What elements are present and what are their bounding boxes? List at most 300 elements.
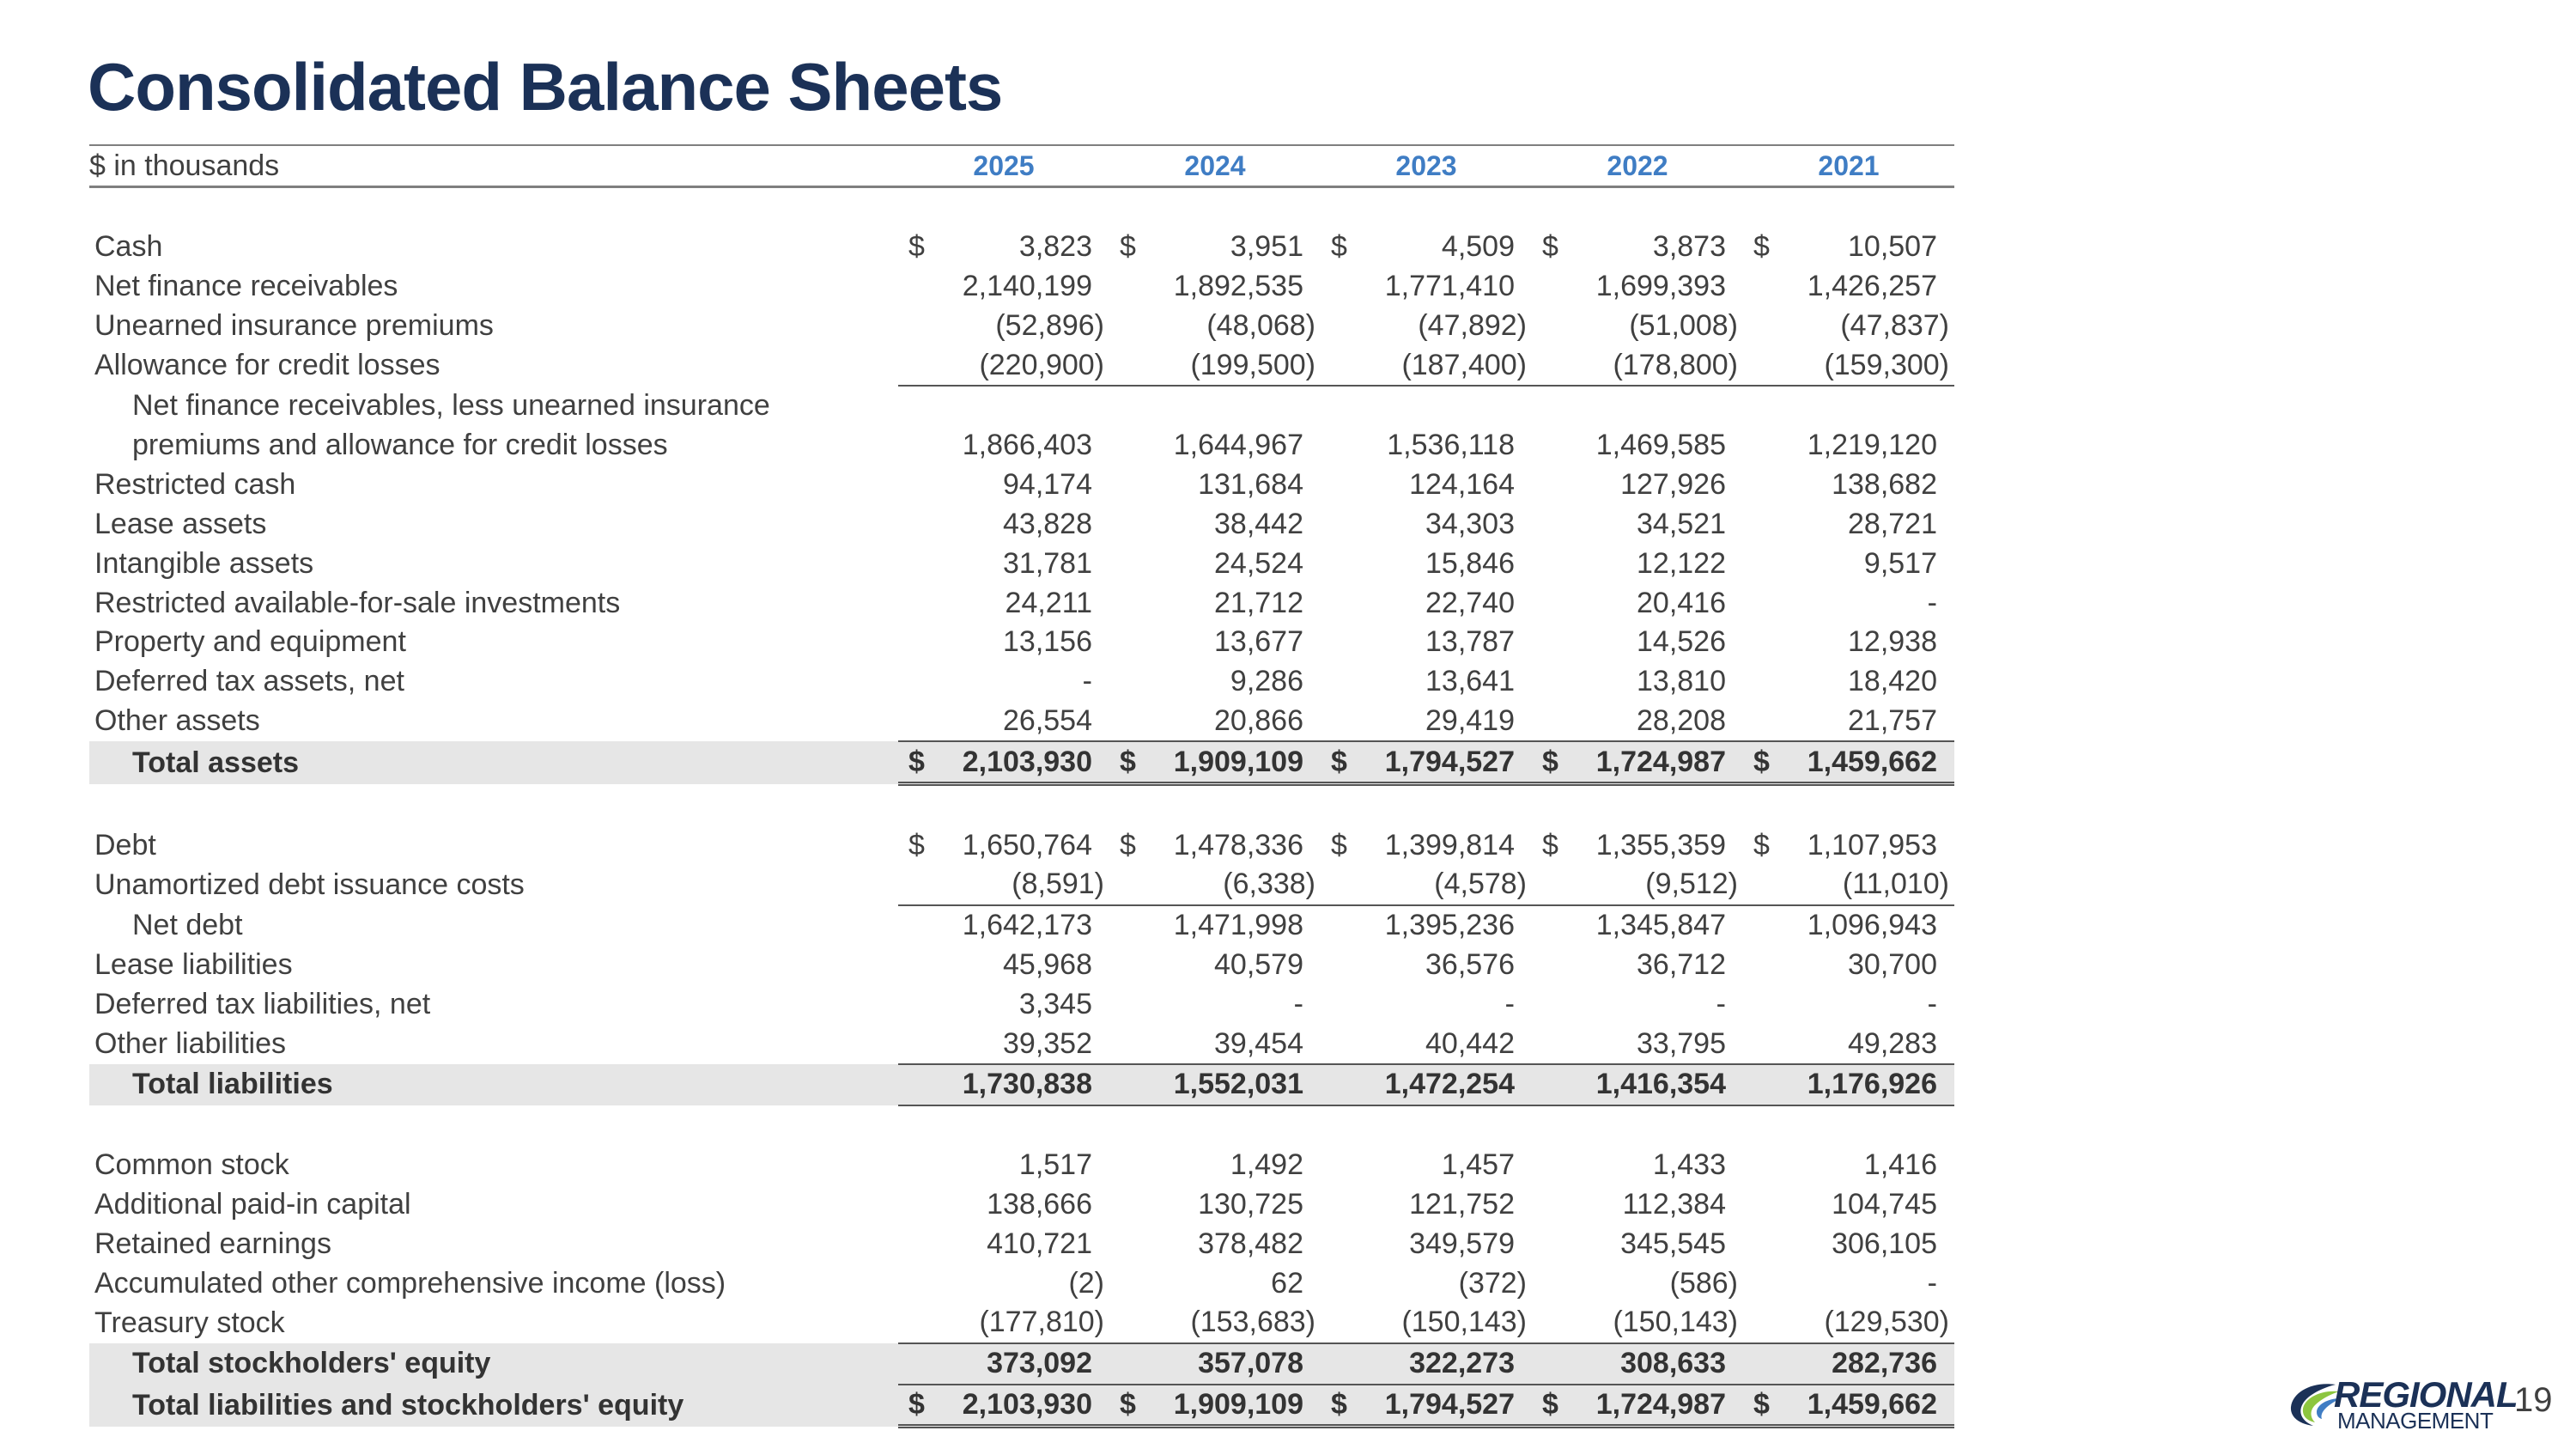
- dollar-sign: [1321, 1064, 1362, 1105]
- cell-value: 1,399,814: [1384, 828, 1515, 861]
- dollar-sign: [898, 345, 939, 386]
- cell-value: 1,457: [1441, 1148, 1515, 1182]
- table-row: [89, 623, 1954, 662]
- cell-value: 21,757: [1784, 702, 1954, 742]
- table-row-label-only: [89, 386, 1954, 426]
- dollar-sign: [1109, 505, 1151, 545]
- dollar-sign: [898, 905, 939, 946]
- dollar-sign: [1321, 1263, 1362, 1303]
- row-label: Total liabilities: [89, 1064, 898, 1105]
- dollar-sign: [1321, 623, 1362, 662]
- cell-value: 30,700: [1848, 947, 1937, 981]
- cell-value: (372): [1458, 1266, 1527, 1300]
- cell-value: 1,096,943: [1807, 909, 1937, 942]
- table-row: [89, 702, 1954, 742]
- cell-value: 13,641: [1425, 665, 1515, 698]
- year-header: 2025: [898, 145, 1109, 187]
- table-row: [89, 1024, 1954, 1064]
- dollar-sign: [1532, 466, 1573, 505]
- row-label: Other assets: [94, 704, 260, 738]
- cell-value: 1,176,926: [1784, 1064, 1954, 1105]
- year-header: 2024: [1109, 145, 1321, 187]
- cell-value: 1,771,410: [1384, 270, 1515, 303]
- dollar-sign: [1743, 905, 1784, 946]
- dollar-sign: [1743, 1146, 1784, 1185]
- dollar-sign: [898, 1303, 939, 1343]
- cell-value: 9,517: [1863, 546, 1937, 580]
- dollar-sign: $: [1542, 828, 1558, 861]
- row-label: Restricted cash: [94, 468, 296, 502]
- cell-value: (47,837): [1840, 308, 1949, 342]
- cell-value: 357,078: [1151, 1343, 1321, 1385]
- dollar-sign: $: [1753, 230, 1770, 264]
- table-row: [89, 426, 1954, 466]
- cell-value: 1,471,998: [1173, 909, 1303, 942]
- dollar-sign: [898, 466, 939, 505]
- dollar-sign: [1109, 466, 1151, 505]
- dollar-sign: [1532, 623, 1573, 662]
- table-row: [89, 345, 1954, 386]
- cell-value: (178,800): [1573, 345, 1743, 386]
- dollar-sign: [898, 1024, 939, 1064]
- dollar-sign: [1532, 1303, 1573, 1343]
- balance-sheet-table: [89, 144, 1954, 1428]
- cell-value: 1,730,838: [939, 1064, 1109, 1105]
- dollar-sign: [1109, 1303, 1151, 1343]
- cell-value: -: [1716, 987, 1726, 1020]
- cell-value: 20,866: [1151, 702, 1321, 742]
- dollar-sign: [1109, 1146, 1151, 1185]
- row-label: Debt: [94, 828, 156, 861]
- dollar-sign: [1743, 865, 1784, 905]
- cell-value: 24,524: [1214, 546, 1303, 580]
- dollar-sign: [1532, 583, 1573, 623]
- cell-value: 13,677: [1214, 625, 1303, 659]
- cell-value: 40,579: [1214, 947, 1303, 981]
- cell-value: 36,712: [1637, 947, 1726, 981]
- dollar-sign: [898, 946, 939, 985]
- dollar-sign: [1743, 583, 1784, 623]
- cell-value: (150,143): [1573, 1303, 1743, 1343]
- cell-value: 131,684: [1198, 468, 1303, 502]
- dollar-sign: [1743, 1343, 1784, 1385]
- dollar-sign: [1109, 946, 1151, 985]
- cell-value: 9,286: [1230, 665, 1303, 698]
- total-row: [89, 1343, 1954, 1385]
- row-label: Total assets: [89, 741, 898, 783]
- cell-value: 1,426,257: [1807, 270, 1937, 303]
- cell-value: (11,010): [1784, 865, 1954, 905]
- table-row: [89, 267, 1954, 307]
- row-label: Accumulated other comprehensive income (loss): [94, 1266, 726, 1300]
- cell-value: 1,478,336: [1173, 828, 1303, 861]
- cell-value: 1,909,109: [1151, 741, 1321, 783]
- dollar-sign: [898, 623, 939, 662]
- table-row: [89, 984, 1954, 1024]
- cell-value: 34,521: [1637, 507, 1726, 540]
- cell-value: 21,712: [1214, 586, 1303, 619]
- row-label: Deferred tax assets, net: [94, 665, 404, 698]
- table-header-row: [89, 145, 1954, 187]
- dollar-sign: [1532, 1064, 1573, 1105]
- total-row: [89, 1064, 1954, 1105]
- cell-value: 282,736: [1784, 1343, 1954, 1385]
- cell-value: 24,211: [1005, 586, 1092, 619]
- dollar-sign: [1109, 702, 1151, 742]
- dollar-sign: [1109, 905, 1151, 946]
- dollar-sign: [1532, 505, 1573, 545]
- dollar-sign: [1743, 946, 1784, 985]
- cell-value: 124,164: [1409, 468, 1515, 502]
- company-logo: [2287, 1374, 2519, 1434]
- dollar-sign: $: [1321, 1385, 1362, 1427]
- table-row: [89, 307, 1954, 346]
- dollar-sign: [898, 1064, 939, 1105]
- cell-value: 40,442: [1362, 1024, 1532, 1064]
- dollar-sign: [1321, 702, 1362, 742]
- cell-value: 43,828: [1003, 507, 1092, 540]
- dollar-sign: [1321, 1303, 1362, 1343]
- total-row: [89, 1385, 1954, 1427]
- dollar-sign: $: [1120, 230, 1136, 264]
- table-row: [89, 825, 1954, 865]
- cell-value: 12,938: [1848, 625, 1937, 659]
- dollar-sign: [1109, 426, 1151, 466]
- year-header: 2022: [1532, 145, 1743, 187]
- row-label: Retained earnings: [94, 1227, 331, 1260]
- cell-value: 1,416,354: [1573, 1064, 1743, 1105]
- cell-value: 322,273: [1362, 1343, 1532, 1385]
- table-row: [89, 505, 1954, 545]
- dollar-sign: [1743, 1064, 1784, 1105]
- cell-value: (177,810): [939, 1303, 1109, 1343]
- dollar-sign: [1743, 505, 1784, 545]
- dollar-sign: $: [908, 230, 925, 264]
- table-row: [89, 583, 1954, 623]
- cell-value: (2): [1068, 1266, 1104, 1300]
- cell-value: 1,355,359: [1595, 828, 1726, 861]
- dollar-sign: [1532, 1185, 1573, 1225]
- row-label: Cash: [94, 230, 163, 264]
- dollar-sign: [898, 702, 939, 742]
- table-row: [89, 1185, 1954, 1225]
- dollar-sign: [1743, 1263, 1784, 1303]
- row-label: Additional paid-in capital: [94, 1187, 411, 1221]
- dollar-sign: [1321, 267, 1362, 307]
- cell-value: (48,068): [1206, 308, 1315, 342]
- dollar-sign: [1532, 946, 1573, 985]
- cell-value: 20,416: [1637, 586, 1726, 619]
- cell-value: 1,866,403: [962, 429, 1092, 462]
- cell-value: (150,143): [1362, 1303, 1532, 1343]
- table-row: [89, 1146, 1954, 1185]
- cell-value: 306,105: [1832, 1227, 1937, 1260]
- cell-value: 33,795: [1573, 1024, 1743, 1064]
- cell-value: (129,530): [1784, 1303, 1954, 1343]
- cell-value: 13,787: [1425, 625, 1515, 659]
- cell-value: 14,526: [1637, 625, 1726, 659]
- cell-value: 1,536,118: [1387, 429, 1515, 462]
- logo-text-line2: MANAGEMENT: [2337, 1408, 2494, 1434]
- cell-value: 104,745: [1832, 1187, 1937, 1221]
- cell-value: 31,781: [1003, 546, 1092, 580]
- dollar-sign: [1109, 1224, 1151, 1263]
- dollar-sign: [1109, 544, 1151, 583]
- dollar-sign: [1532, 1263, 1573, 1303]
- table-row: [89, 1263, 1954, 1303]
- dollar-sign: [1109, 267, 1151, 307]
- dollar-sign: [1532, 905, 1573, 946]
- dollar-sign: [1321, 505, 1362, 545]
- cell-value: 15,846: [1425, 546, 1515, 580]
- dollar-sign: $: [908, 828, 925, 861]
- dollar-sign: [1743, 1185, 1784, 1225]
- dollar-sign: [1109, 1064, 1151, 1105]
- cell-value: 1,724,987: [1573, 741, 1743, 783]
- cell-value: 410,721: [987, 1227, 1092, 1260]
- cell-value: 29,419: [1362, 702, 1532, 742]
- page-number: 19: [2514, 1381, 2553, 1419]
- dollar-sign: [898, 505, 939, 545]
- dollar-sign: [1743, 984, 1784, 1024]
- dollar-sign: $: [1331, 230, 1347, 264]
- dollar-sign: [1743, 544, 1784, 583]
- row-label: Allowance for credit losses: [94, 349, 440, 382]
- cell-value: 10,507: [1848, 230, 1937, 264]
- table-row: [89, 946, 1954, 985]
- dollar-sign: [898, 984, 939, 1024]
- cell-value: 2,103,930: [939, 1385, 1109, 1427]
- dollar-sign: [1321, 865, 1362, 905]
- table-row: [89, 865, 1954, 905]
- dollar-sign: [898, 1224, 939, 1263]
- cell-value: 1,642,173: [962, 909, 1092, 942]
- cell-value: -: [1927, 586, 1937, 619]
- dollar-sign: [1532, 1146, 1573, 1185]
- cell-value: 3,873: [1652, 230, 1726, 264]
- row-label: Deferred tax liabilities, net: [94, 987, 431, 1020]
- cell-value: 26,554: [939, 702, 1109, 742]
- cell-value: 34,303: [1425, 507, 1515, 540]
- dollar-sign: [1109, 865, 1151, 905]
- row-label: Lease liabilities: [94, 947, 293, 981]
- dollar-sign: $: [1532, 741, 1573, 783]
- dollar-sign: [1532, 984, 1573, 1024]
- cell-value: 3,823: [1018, 230, 1092, 264]
- cell-value: (586): [1669, 1266, 1738, 1300]
- cell-value: 1,909,109: [1151, 1385, 1321, 1427]
- table-row: [89, 1224, 1954, 1263]
- cell-value: -: [1293, 987, 1303, 1020]
- cell-value: 121,752: [1409, 1187, 1515, 1221]
- cell-value: 1,416: [1863, 1148, 1937, 1182]
- cell-value: 12,122: [1637, 546, 1726, 580]
- row-label: Net debt: [132, 908, 243, 941]
- dollar-sign: [1532, 1343, 1573, 1385]
- cell-value: (159,300): [1784, 345, 1954, 386]
- dollar-sign: $: [1331, 828, 1347, 861]
- cell-value: 38,442: [1214, 507, 1303, 540]
- row-label: Unearned insurance premiums: [94, 308, 494, 342]
- cell-value: (4,578): [1362, 865, 1532, 905]
- dollar-sign: [1743, 466, 1784, 505]
- cell-value: 1,492: [1230, 1148, 1303, 1182]
- cell-value: 308,633: [1573, 1343, 1743, 1385]
- row-label: Total liabilities and stockholders' equity: [89, 1385, 898, 1427]
- cell-value: 4,509: [1441, 230, 1515, 264]
- dollar-sign: [1321, 544, 1362, 583]
- cell-value: 62: [1271, 1266, 1303, 1300]
- dollar-sign: [1321, 662, 1362, 702]
- dollar-sign: [1109, 984, 1151, 1024]
- cell-value: (6,338): [1151, 865, 1321, 905]
- dollar-sign: [1321, 345, 1362, 386]
- page-title: Consolidated Balance Sheets: [88, 49, 1003, 125]
- cell-value: 373,092: [939, 1343, 1109, 1385]
- total-row: [89, 741, 1954, 783]
- cell-value: (199,500): [1151, 345, 1321, 386]
- cell-value: 1,699,393: [1595, 270, 1726, 303]
- cell-value: -: [1927, 987, 1937, 1020]
- dollar-sign: [1109, 1024, 1151, 1064]
- cell-value: 94,174: [1003, 468, 1092, 502]
- dollar-sign: $: [1120, 828, 1136, 861]
- dollar-sign: [1321, 1224, 1362, 1263]
- cell-value: 138,682: [1832, 468, 1937, 502]
- cell-value: (8,591): [939, 865, 1109, 905]
- dollar-sign: [1532, 426, 1573, 466]
- row-label: Restricted available-for-sale investments: [94, 586, 621, 619]
- row-label: Net finance receivables, less unearned insurance: [132, 389, 770, 423]
- cell-value: 36,576: [1425, 947, 1515, 981]
- dollar-sign: $: [1542, 230, 1558, 264]
- cell-value: 1,219,120: [1807, 429, 1937, 462]
- dollar-sign: [898, 307, 939, 346]
- cell-value: (153,683): [1151, 1303, 1321, 1343]
- cell-value: 1,345,847: [1595, 909, 1726, 942]
- cell-value: 112,384: [1622, 1187, 1726, 1221]
- cell-value: 39,454: [1151, 1024, 1321, 1064]
- dollar-sign: [1321, 583, 1362, 623]
- cell-value: 1,433: [1652, 1148, 1726, 1182]
- dollar-sign: [1743, 1303, 1784, 1343]
- dollar-sign: [1321, 946, 1362, 985]
- cell-value: 45,968: [1003, 947, 1092, 981]
- cell-value: 1,459,662: [1784, 741, 1954, 783]
- dollar-sign: [1321, 1343, 1362, 1385]
- table-row: [89, 544, 1954, 583]
- row-label: Lease assets: [94, 507, 267, 540]
- cell-value: 127,926: [1620, 468, 1726, 502]
- dollar-sign: $: [898, 741, 939, 783]
- dollar-sign: [1109, 583, 1151, 623]
- cell-value: -: [1504, 987, 1515, 1020]
- dollar-sign: [1109, 345, 1151, 386]
- year-header: 2023: [1321, 145, 1532, 187]
- dollar-sign: [1532, 267, 1573, 307]
- cell-value: 28,721: [1848, 507, 1937, 540]
- logo-text-line1: REGIONAL: [2334, 1374, 2518, 1415]
- dollar-sign: [1321, 1185, 1362, 1225]
- cell-value: 1,459,662: [1784, 1385, 1954, 1427]
- dollar-sign: $: [1109, 741, 1151, 783]
- dollar-sign: $: [1532, 1385, 1573, 1427]
- cell-value: 1,794,527: [1362, 741, 1532, 783]
- cell-value: 18,420: [1848, 665, 1937, 698]
- dollar-sign: [1743, 662, 1784, 702]
- dollar-sign: $: [1109, 1385, 1151, 1427]
- dollar-sign: [898, 1185, 939, 1225]
- cell-value: 1,724,987: [1573, 1385, 1743, 1427]
- row-label: Intangible assets: [94, 546, 314, 580]
- dollar-sign: [1743, 702, 1784, 742]
- cell-value: 345,545: [1620, 1227, 1726, 1260]
- dollar-sign: [1532, 544, 1573, 583]
- dollar-sign: [1321, 905, 1362, 946]
- dollar-sign: [1321, 426, 1362, 466]
- cell-value: 22,740: [1425, 586, 1515, 619]
- cell-value: 1,892,535: [1173, 270, 1303, 303]
- dollar-sign: [1532, 1224, 1573, 1263]
- dollar-sign: [1109, 1263, 1151, 1303]
- cell-value: 1,650,764: [962, 828, 1092, 861]
- cell-value: (9,512): [1573, 865, 1743, 905]
- dollar-sign: [898, 865, 939, 905]
- row-label: Other liabilities: [94, 1027, 286, 1061]
- cell-value: 13,156: [1003, 625, 1092, 659]
- cell-value: (47,892): [1418, 308, 1527, 342]
- dollar-sign: [1109, 307, 1151, 346]
- cell-value: 349,579: [1409, 1227, 1515, 1260]
- dollar-sign: [1109, 1185, 1151, 1225]
- dollar-sign: [1532, 1024, 1573, 1064]
- cell-value: 28,208: [1573, 702, 1743, 742]
- cell-value: 1,395,236: [1384, 909, 1515, 942]
- dollar-sign: [898, 662, 939, 702]
- dollar-sign: [1109, 623, 1151, 662]
- cell-value: -: [1927, 1266, 1937, 1300]
- dollar-sign: [1532, 662, 1573, 702]
- dollar-sign: [898, 426, 939, 466]
- cell-value: 13,810: [1637, 665, 1726, 698]
- row-label: Net finance receivables: [94, 270, 398, 303]
- cell-value: -: [1082, 665, 1092, 698]
- dollar-sign: [1321, 984, 1362, 1024]
- table-row: [89, 905, 1954, 946]
- cell-value: 1,517: [1018, 1148, 1092, 1182]
- table-row: [89, 1303, 1954, 1343]
- dollar-sign: [1321, 1024, 1362, 1064]
- dollar-sign: [1743, 267, 1784, 307]
- table-row: [89, 466, 1954, 505]
- cell-value: (51,008): [1629, 308, 1738, 342]
- cell-value: 1,644,967: [1173, 429, 1303, 462]
- cell-value: 3,345: [1018, 987, 1092, 1020]
- dollar-sign: $: [1321, 741, 1362, 783]
- dollar-sign: [1743, 426, 1784, 466]
- row-label: Unamortized debt issuance costs: [94, 868, 525, 901]
- dollar-sign: [1532, 345, 1573, 386]
- dollar-sign: [898, 1263, 939, 1303]
- dollar-sign: $: [1743, 741, 1784, 783]
- cell-value: 2,103,930: [939, 741, 1109, 783]
- cell-value: 49,283: [1784, 1024, 1954, 1064]
- dollar-sign: [1743, 307, 1784, 346]
- dollar-sign: [1321, 466, 1362, 505]
- cell-value: 378,482: [1198, 1227, 1303, 1260]
- row-label: Total stockholders' equity: [89, 1343, 898, 1385]
- dollar-sign: [1743, 1224, 1784, 1263]
